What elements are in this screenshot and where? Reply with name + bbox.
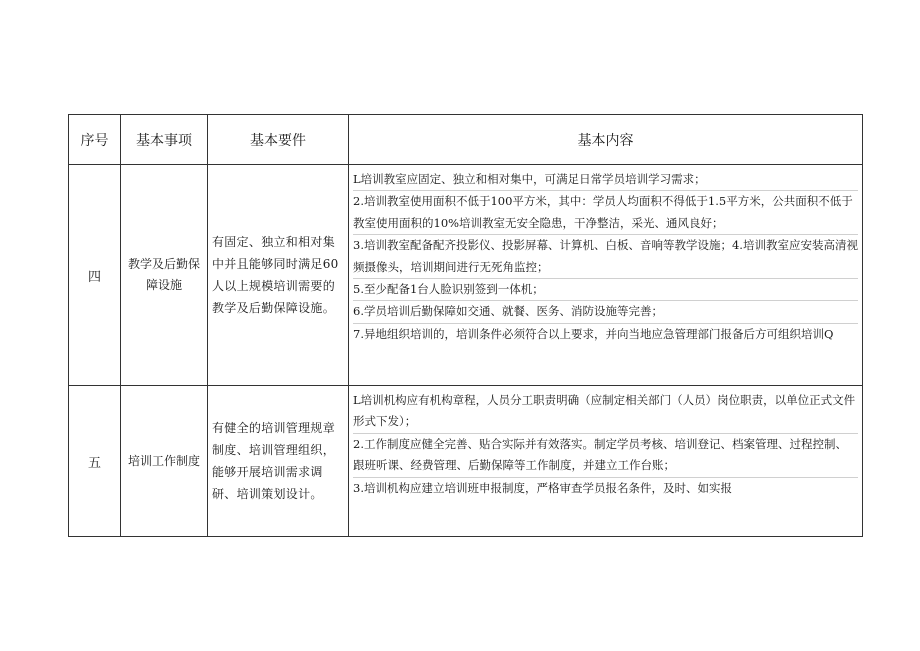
header-number: 序号 (69, 115, 121, 165)
header-requirement: 基本要件 (208, 115, 349, 165)
content-line: L培训教室应固定、独立和相对集中，可满足日常学员培训学习需求； (353, 169, 858, 191)
header-content: 基本内容 (349, 115, 863, 165)
row-number: 五 (69, 386, 121, 537)
content-line: 3.培训教室配备配齐投影仪、投影屏幕、计算机、白板、音响等教学设施；4.培训教室应安装高清视频摄像头，培训期间进行无死角监控； (353, 235, 858, 279)
row-item: 培训工作制度 (121, 386, 208, 537)
content-line: L培训机构应有机构章程，人员分工职责明确（应制定相关部门（人员）岗位职责，以单位正式文件形式下发）； (353, 390, 858, 434)
row-item: 教学及后勤保障设施 (121, 165, 208, 386)
row-requirement: 有固定、独立和相对集中并且能够同时满足60人以上规模培训需要的教学及后勤保障设施。 (208, 165, 349, 386)
row-content (349, 165, 863, 386)
table-row (69, 386, 863, 537)
row-content (349, 386, 863, 537)
content-line: 6.学员培训后勤保障如交通、就餐、医务、消防设施等完善； (353, 301, 858, 323)
row-number: 四 (69, 165, 121, 386)
content-line: 2.工作制度应健全完善、贴合实际并有效落实。制定学员考核、培训登记、档案管理、过程控制、跟班听课、经费管理、后勤保障等工作制度，并建立工作台账； (353, 434, 858, 478)
header-row (69, 115, 863, 165)
content-line: 3.培训机构应建立培训班申报制度，严格审查学员报名条件，及时、如实报 (353, 480, 732, 495)
table-row (69, 165, 863, 386)
content-line: 5.至少配备1台人脸识别签到一体机； (353, 279, 858, 301)
content-line: 2.培训教室使用面积不低于100平方米，其中：学员人均面积不得低于1.5平方米，公共面积不低于教室使用面积的10%培训教室无安全隐患，干净整洁，采光、通风良好； (353, 191, 858, 235)
content-line: 7.异地组织培训的，培训条件必须符合以上要求，并向当地应急管理部门报备后方可组织培训Q (353, 326, 834, 341)
row-requirement: 有健全的培训管理规章制度、培训管理组织，能够开展培训需求调研、培训策划设计。 (208, 386, 349, 537)
requirements-table (68, 114, 863, 537)
header-item: 基本事项 (121, 115, 208, 165)
